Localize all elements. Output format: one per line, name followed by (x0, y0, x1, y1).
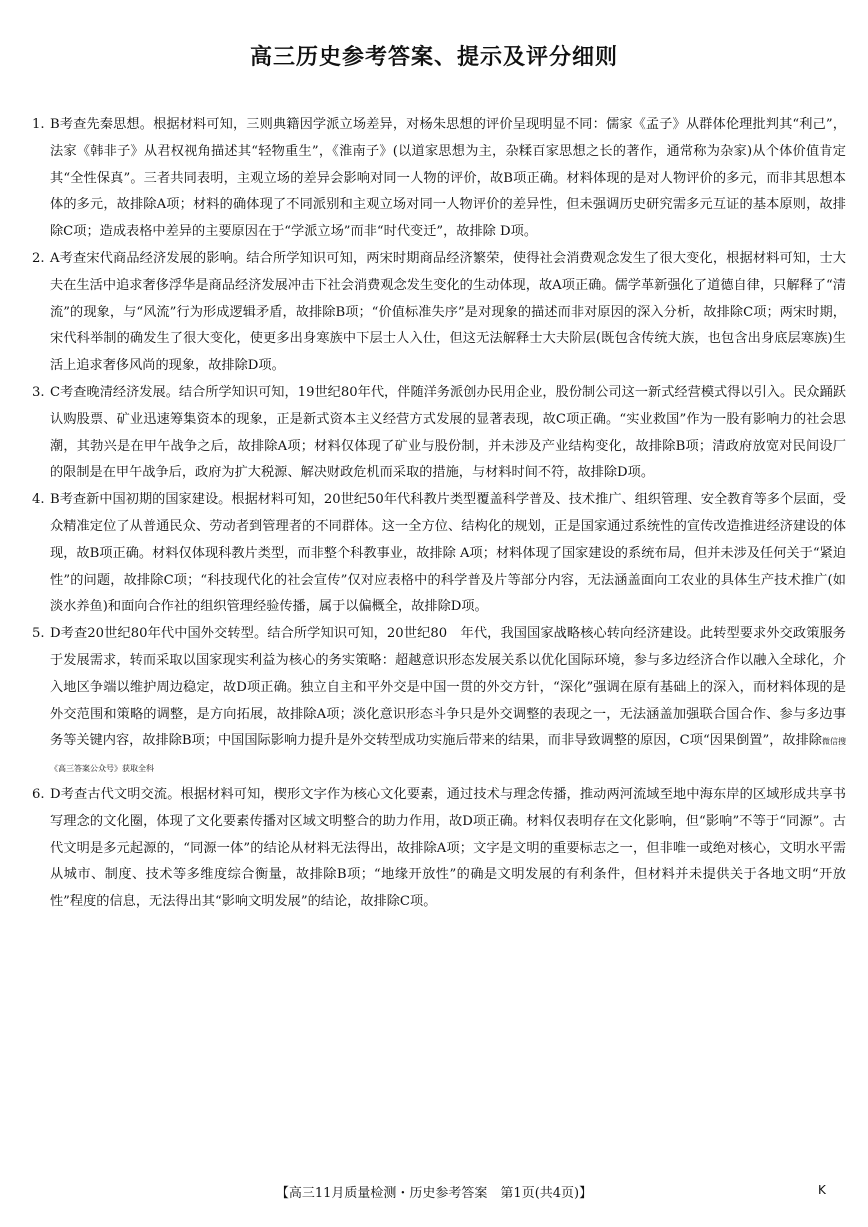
document-title: 高三历史参考答案、提示及评分细则 (249, 45, 618, 70)
answer-text: D考查20世纪80年代中国外交转型。结合所学知识可知，20世纪80 年代，我国国家战略核心转向经济建设。此转型要求外交政策服务于发展需求，转而采取以国家现实利益为核心的务实策略：超越意识形态发展关系以优化国际环境，参与多边经济合作以融入全球化，介入地区争端以维护周边稳定，故D项正确。独立自主和平外交是中国一贯的外交方针，“深化”强调在原有基础上的深入，而材料体现的是外交范围和策略的调整，是方向拓展，故排除A项；淡化意识形态斗争只是外交调整的表现之一，无法涵盖加强联合国合作、参与多边事务等关键内容，故排除B项；中国国际影响力提升是外交转型成功实施后带来的结果，而非导致调整的原因，C项“因果倒置”，故排除 (50, 626, 846, 749)
answer-item-2 (32, 246, 846, 380)
page-footer: 【高三11月质量检测・历史参考答案 第1页(共4页)】 (275, 1186, 593, 1201)
answer-number: 1. (32, 117, 45, 132)
footer-version-mark: K (818, 1183, 826, 1197)
answer-text: B考查新中国初期的国家建设。根据材料可知，20世纪50年代科教片类型覆盖科学普及、技术推广、组织管理、安全教育等多个层面，受众精准定位了从普通民众、劳动者到管理者的不同群体。这一全方位、结构化的规划，正是国家通过系统性的宣传改造推进经济建设的体现，故B项正确。材料仅体现科教片类型，而非整个科教事业，故排除 A项；材料体现了国家建设的系统布局，但并未涉及任何关于“紧迫性”的问题，故排除C项；“科技现代化的社会宣传”仅对应表格中的科学普及片等部分内容，无法涵盖面向工农业的具体生产技术推广(如淡水养鱼)和面向合作社的组织管理经验传播，属于以偏概全，故排除D项。 (50, 492, 846, 615)
answer-item-4 (32, 487, 846, 621)
answer-item-1 (32, 112, 846, 246)
answer-number: 5. (32, 626, 45, 642)
answer-number: 2. (32, 250, 45, 266)
answer-number: 4. (32, 492, 45, 508)
answer-text: A考查宋代商品经济发展的影响。结合所学知识可知，两宋时期商品经济繁荣，使得社会消费观念发生了很大变化，根据材料可知，士大夫在生活中追求奢侈浮华是商品经济发展冲击下社会消费观念发生变化的生动体现，故A项正确。儒学革新强化了道德自律，只解释了“清流”的现象，与“风流”行为形成逻辑矛盾，故排除B项；“价值标准失序”是对现象的描述而非对原因的深入分析，故排除C项；两宋时期，宋代科举制的确发生了很大变化，使更多出身寒族中下层士人入仕，但这无法解释士大夫阶层(既包含传统大族，也包含出身底层寒族)生活上追求奢侈风尚的现象，故排除D项。 (50, 250, 846, 374)
answer-text: D考查古代文明交流。根据材料可知，楔形文字作为核心文化要素，通过技术与理念传播，推动两河流域至地中海东岸的区域形成共享书写理念的文化圈，体现了文化要素传播对区域文明整合的助力作用，故D项正确。材料仅表明存在文化影响，但“影响”不等于“同源”。古代文明是多元起源的，“同源一体”的结论从材料无法得出，故排除A项；文字是文明的重要标志之一，但非唯一或绝对核心，文明水平需从城市、制度、技术等多维度综合衡量，故排除B项；“地缘开放性”的确是文明发展的有利条件，但材料并未提供关于各地文明“开放性”程度的信息，无法得出其“影响文明发展”的结论，故排除C项。 (50, 786, 846, 910)
answer-item-6 (32, 782, 846, 916)
answer-list (32, 112, 846, 916)
answer-number: 6. (32, 786, 45, 802)
watermark-note: 微信搜《高三答案公众号》获取全科 (50, 737, 847, 774)
answer-item-5 (32, 621, 846, 782)
answer-text: C考查晚清经济发展。结合所学知识可知，19世纪80年代，伴随洋务派创办民用企业，股份制公司这一新式经营模式得以引入。民众踊跃认购股票、矿业迅速筹集资本的现象，正是新式资本主义经营方式发展的显著表现，故C项正确。“实业救国”作为一股有影响力的社会思潮，其勃兴是在甲午战争之后，故排除A项；材料仅体现了矿业与股份制，并未涉及产业结构变化，故排除B项；清政府放宽对民间设厂的限制是在甲午战争后，政府为扩大税源、解决财政危机而采取的措施，与材料时间不符，故排除D项。 (50, 384, 846, 481)
answer-text: B考查先秦思想。根据材料可知，三则典籍因学派立场差异，对杨朱思想的评价呈现明显不同：儒家《孟子》从群体伦理批判其“利己”，法家《韩非子》从君权视角描述其“轻物重生”，《淮南子》(以道家思想为主，杂糅百家思想之长的著作，通常称为杂家)从个体价值肯定其“全性保真”。三者共同表明，主观立场的差异会影响对同一人物的评价，故B项正确。材料体现的是对人物评价的多元，而非其思想本体的多元，故排除A项；材料的确体现了不同派别和主观立场对同一人物评价的差异性，但未强调历史研究需多元互证的基本原则，故排除C项；造成表格中差异的主要原因在于“学派立场”而非“时代变迁”，故排除 D项。 (50, 117, 846, 240)
answer-number: 3. (32, 384, 45, 400)
answer-item-3 (32, 380, 846, 487)
